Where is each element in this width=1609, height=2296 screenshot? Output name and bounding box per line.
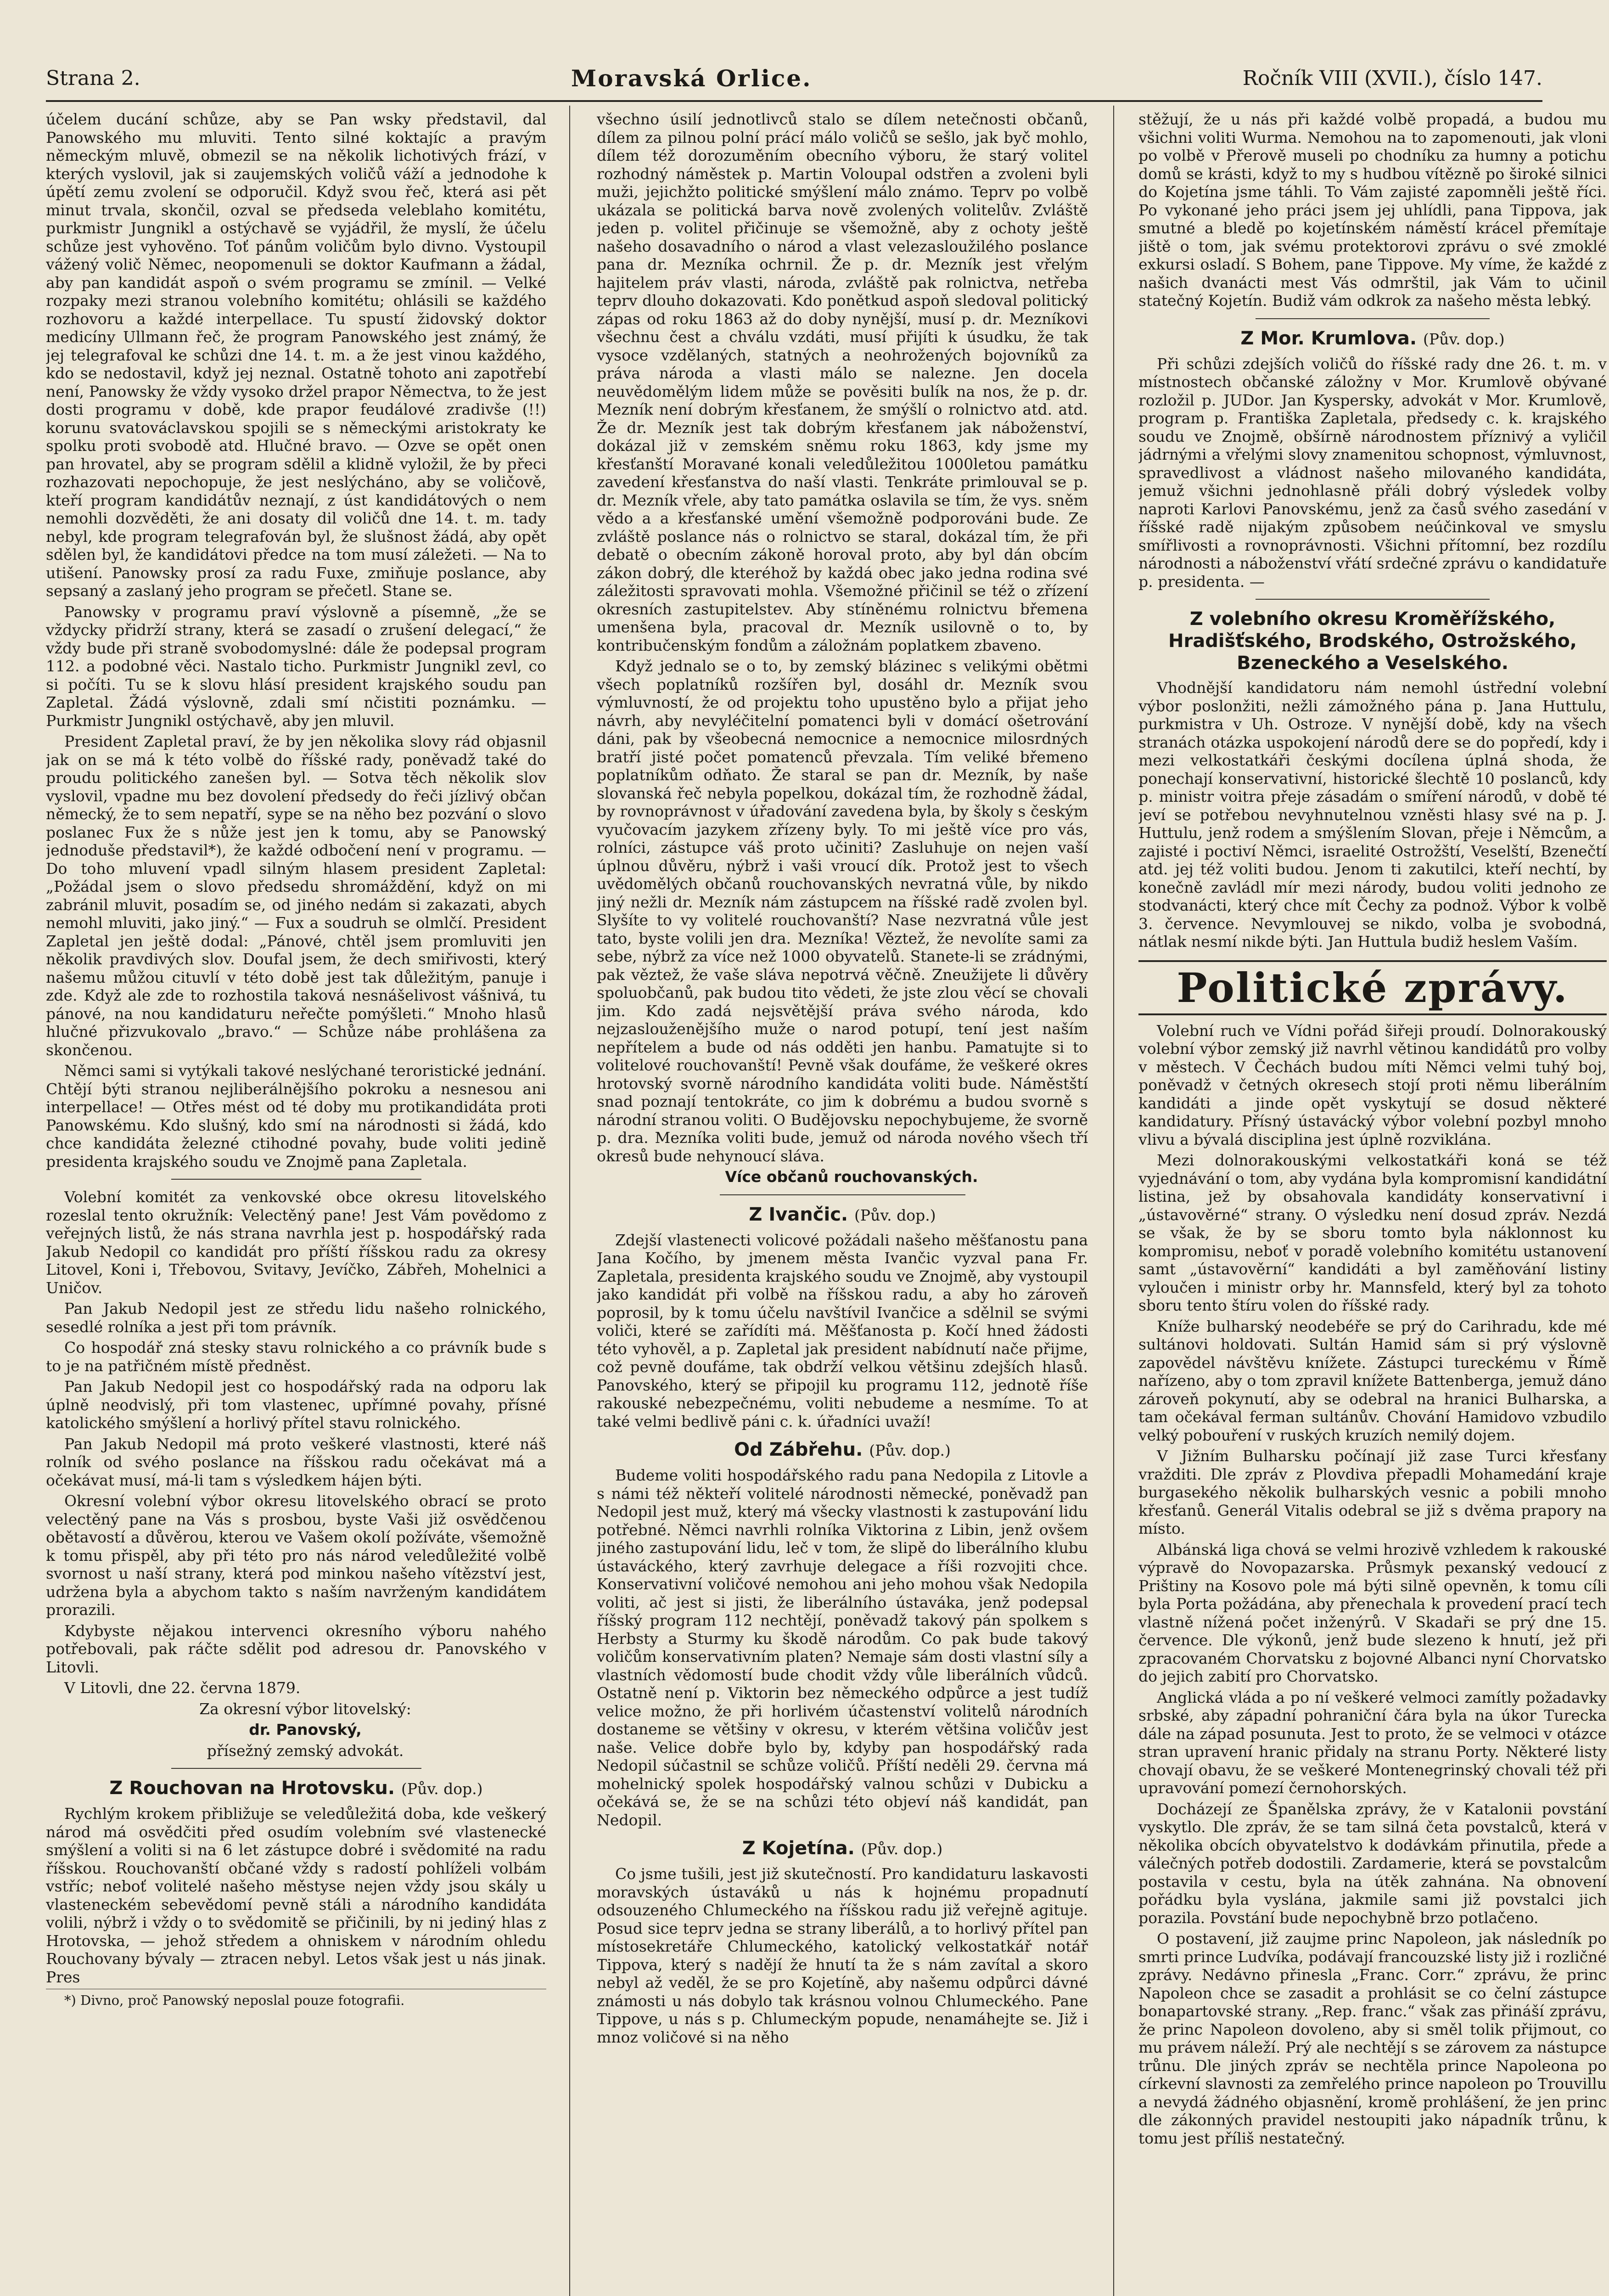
section-title: [597, 1837, 1088, 1860]
issue-info: Ročník VIII (XVII.), číslo 147.: [1242, 66, 1542, 90]
article-divider: [171, 1768, 421, 1769]
article-paragraph: Volební komitét za venkovské obce okresu litovelského rozeslal tento okružník: Velectěný pane! Jest Vám povědomo z veřejných listů, že nás strana navrhla jest p. hospodářský rada Jakub Nedopil co kandidát pro příští říšskou radu za okresy Litovel, Koni i, Třebovou, Svitavy, Jevíčko, Zábřeh, Mohelnici a Uničov.: [46, 1188, 546, 1297]
signature-line: Za okresní výbor litovelský:: [199, 1699, 411, 1718]
section-title: Z volebního okresu Kroměřížského, Hradišťského, Brodského, Ostrožského, Bzeneckého a Veselského.: [1168, 608, 1577, 674]
article-paragraph: Volební ruch ve Vídni pořád šiřeji proudí. Dolnorakouský volební výbor zemský již navrhl větinou kandidátů pro volby v městech. V Čechách budou míti Němci velmi tuhý boj, poněvadž v četných okresech stojí proti němu liberálním kandidáti a jinde opět vyskytují se dosud některé kandidatury. Přísný ústavácký výbor volební pozbyl mnoho vlivu a bývalá disciplina jest úplně rozviklána.: [1138, 1021, 1607, 1148]
article-paragraph: Kníže bulharský neodebéře se prý do Carihradu, kde mé sultánovi holdovati. Sultán Hamid sám si prý výslovně zapovědel návštěvu knížete. Zástupci tureckému v Římě nařízeno, aby o tom zpravil knížete Battenberga, jemuž dáno zároveň pokynutí, aby se odebral na hranici Bulharska, a tam očekával ferman sultánův. Chování Hamidovo vzbudilo velký pobouření v ruských kruzích nemilý dojem.: [1138, 1317, 1607, 1444]
article-paragraph: Docházejí ze Španělska zprávy, že v Katalonii povstání vyskytlo. Dle zpráv, že se tam silná četa povstalců, která v několika obcích obyvatelstvo k dodávkám přinutila, přede a válečných potřeb dodostili. Zardamerie, která se povstalcům postavila v cestu, byla na útěk zahnána. Na obnovení pořádku byla vyslána, jakmile sami již povstalci jich porazila. Povstání bude nepochybně brzo potlačeno.: [1138, 1800, 1607, 1927]
section-title-text: Z Mor. Krumlova.: [1240, 327, 1417, 349]
column-3: [1138, 110, 1607, 2296]
header-rule: [46, 100, 1542, 102]
article-divider: [171, 1179, 421, 1180]
article-paragraph: Němci sami si vytýkali takové neslýchané teroristické jednání. Chtějí býti stranou nejliberálnějšího pokroku a nesnesou ani interpellace! — Otřes mést od té doby mu protikandidáta proti Panowskému. Kdo slušný, kdo smí na národnosti si žádá, kdo chce kandidáta železné ctihodné povahy, bude voliti jedině presidenta krajského soudu ve Znojmě pana Zapletala.: [46, 1062, 546, 1171]
article-divider: [1256, 318, 1490, 319]
article-paragraph: Zdejší vlastenecti volicové požádali našeho měšťanostu pana Jana Kočího, by jmenem města Ivančic vyzval pana Fr. Zapletala, presidenta krajského soudu ve Znojmě, aby vystoupil jako kandidát při volbě na říšskou radu, a aby ho zároveň poprosil, by k tomu účelu navštívil Ivančice a sdělnil se svými voliči, které se zařídíti má. Měšťanosta p. Kočí hned žádosti této vyhověl, a p. Zapletal jak president nabídnutí nače přijme, což pevně doufáme, tak obdrží velkou většinu zdejších hlasů. Panovského, který se připojil ku programu 112, jednotě říše rakouské nebezpečnému, voliti nebudeme a nesmíme. To at také velmi bedlivě páni c. k. úřadníci uvaží!: [597, 1231, 1088, 1430]
section-title: [597, 1439, 1088, 1462]
signature-title: přísežný zemský advokát.: [207, 1741, 404, 1760]
page-header: [46, 60, 1542, 96]
article-paragraph: V Jižním Bulharsku počínají již zase Turci křesťany vražditi. Dle zpráv z Plovdiva přepadli Mohamedání kraje burgasekého několik bulharských vesnic a pobili mnoho křesťanů. Generál Vitalis odebral se již s dvěma prapory na místo.: [1138, 1447, 1607, 1537]
section-title: [1138, 327, 1607, 350]
article-paragraph: Okresní volební výbor okresu litovelského obrací se proto velectěný pane na Vás s prosbou, byste Vaši již osvědčenou obětavostí a důvěrou, kterou ve Vašem okolí požíváte, všemožně k tomu přispěl, aby při této pro nás národ veledůležité volbě svornost u naší strany, která pod minkou našeho vítězství jest, udržena byla a abychom takto s naším navrženým kandidátem prorazili.: [46, 1492, 546, 1619]
article-paragraph: Mezi dolnorakouskými velkostatkáři koná se též vyjednávání o tom, aby vydána byla kompromisní kandidátní listina, jež by obsahovala kandidáty konservativní i „ústavověrné“ strany. O výsledku není dosud zpráv. Nezdá se však, že by se sboru tomto byla náklonnost ku kompromisu, neboť v poradě volebního komitétu ustanovení samt „ústavověrní“ kandidáti a byl zaměňování listiny vyloučen i ministr orby hr. Mannsfeld, který byl za tohoto sboru tento štíru volen do říšské rady.: [1138, 1151, 1607, 1314]
article-paragraph: Rychlým krokem přibližuje se veledůležitá doba, kde veškerý národ má osvědčiti před osudím volebním své vlastenecké smýšlení a voliti si na 6 let zástupce dobré i svědomité na radu říšskou. Rouchovanští občané vždy s radostí pohlíželi volbám vstříc; neboť volitelé našeho městyse nejen vždy jsou skály u vlasteneckém sebevědomí pevně stáli a národního kandidáta volili, nýbrž i vždy o to svědomitě se přičinili, by ni jediný hlas z Hrotovska, — jehož středem a ohniskem v národním ohledu Rouchovany bývaly — ztracen nebyl. Letos však jest u nás jinak. Pres: [46, 1805, 546, 1986]
section-source: (Pův. dop.): [854, 1206, 936, 1224]
section-source: (Pův. dop.): [861, 1840, 943, 1858]
article-paragraph: Pan Jakub Nedopil má proto veškeré vlastnosti, které náš rolník od svého poslance na říšskou radu očekávat má a očekávat musí, má-li tam s výsledkem hájen býti.: [46, 1435, 546, 1489]
article-paragraph: Při schůzi zdejších voličů do říšské rady dne 26. t. m. v místnostech občanské záložny v Mor. Krumlově obývané rozložil p. JUDor. Jan Kyspersky, advokát v Mor. Krumlově, program p. Františka Zapletala, předsedy c. k. krajského soudu ve Znojmě, obšírně národnostem příznivý a vyličil jádrnými a vřelými slovy znamenitou schopnost, výmluvnost, spravedlivost a vládnost našeho milovaného kandidáta, jemuž všichni jednohlasně přáli dobrý výsledek volby naproti Karlovi Panovskému, jenž za časů svého zasedání v říšské radě nijakým způsobem neúčinkoval ve smyslu smířlivosti a rovnoprávnosti. Všichni přítomní, bez rozdílu národnosti a náboženství vřátí srdečné zprávu o kandidatuře p. presidenta. —: [1138, 355, 1607, 591]
section-heading-political-news: Politické zprávy.: [1138, 960, 1607, 1015]
article-paragraph: všechno úsilí jednotlivců stalo se dílem netečnosti občanů, dílem za pilnou polní prácí málo voličů se sešlo, jak byč mohlo, dílem též dorozuměním obecního výboru, že starý volitel rozhodný náměstek p. Martin Voloupal odstřen a zvoleni byli muži, jejichžto politické smýšlení málo známo. Teprv po volbě ukázala se politická barva nově zvolených volitelův. Zvláště jeden p. volitel přičinuje se všemožně, aby z ochoty ještě našeho dosavadního o národ a vlast velezasloužilého poslance pana dr. Mezníka ochrnil. Že p. dr. Mezník jest vřelým hajitelem práv vlasti, národa, zvláště pak rolnictva, netřeba teprv dlouho dokazovati. Kdo ponětkud aspoň sledoval politický zápas od roku 1863 až do doby nynější, musí p. dr. Mezníkovi všechnu čest a chválu vzdáti, musí přijíti k úsudku, že tak vysoce vzdělaných, statných a neohrožených bojovníků za práva národa a vlasti málo se nalezne. Jen docela neuvědomělým lidem může se pověsiti bulík na nos, že p. dr. Mezník není dobrým křesťanem, že smýšlí o rolnictvo atd. atd. Že dr. Mezník jest tak dobrým křesťanem jak náboženství, dokázal již v zemském sněmu roku 1863, kdy jsme my křesťanští Moravané konali veledůležitou 1000letou památku zavedení křesťanstva do naší vlasti. Tenkráte primlouval se p. dr. Mezník vřele, aby tato památka oslavila se tím, že vys. sněm vědo a a křesťanské umění všemožně podporováni bude. Ze zvláště poslance nás o rolnictvo se staral, dokázal tím, že při debatě o obecním zákoně horoval proto, aby byl dán obcím zákon dobrý, dle kteréhož by každá obec jako jedna rodina své záležitosti spravovati mohla. Všemožné přičinil se též o zřízení okresních zastupitelstev. Aby stíněnému rolnictvu břemena umenšena byla, pracoval dr. Mezník usilovně o to, by kontribučenským fondům a záložnám poplatkem zbaveno.: [597, 110, 1088, 654]
section-title-text: Z Kojetína.: [742, 1838, 855, 1859]
section-title: [46, 1777, 546, 1800]
article-paragraph: O postavení, již zaujme princ Napoleon, jak následník po smrti prince Ludvíka, podávají francouzské listy již i rozličné zprávy. Nedávno přinesla „Franc. Corr.“ zprávu, že princ Napoleon chce se zasadit a prohlásit se co čelní zástupce bonapartovské strany. „Rep. franc.“ však zas přináší zprávu, že princ Napoleon dovoleno, aby si směl tolik přijmout, co mu právem náleží. Prý ale nechtějí s se zárovem za nástupce trůnu. Dle jiných zpráv se nechtěla prince Napoleona po církevní slavnosti za zemřelého prince napoleon po Trouvillu a nevydá žádného objasnění, kromě prohlášení, že jen princ dle zákonných pravidel nestoupiti jako nápadník trůnu, k tomu jest příliš nestatečný.: [1138, 1930, 1607, 2147]
section-title-text: Od Zábřehu.: [734, 1439, 863, 1460]
newspaper-title: Moravská Orlice.: [571, 64, 812, 92]
article-paragraph: Co hospodář zná stesky stavu rolnického a co právník bude s to je na patřičném místě předněst.: [46, 1339, 546, 1375]
article-paragraph: stěžují, že u nás při každé volbě propadá, a budou mu všichni voliti Wurma. Nemohou na to zapomenouti, jak vloni po volbě v Přerově museli po chodníku za humny a potichu domů se krásti, když to my s hudbou vítězně po široké silnici do Kojetína jsme táhli. To Vám zajisté zapomněli ještě říci. Po vykonané jeho práci jsem jej uhlídli, pana Tippova, jak smutné a bledě po kojetínském náměstí krácel přemítaje jiště o tom, jak svému protektorovi zprávu o své zmoklé exkursi osladí. S Bohem, pane Tippove. My víme, že každé z našich dvanácti mest Vás odmrštil, jak Vám to učinil statečný Kojetín. Budiž vám odkrok za našeho města lebký.: [1138, 110, 1607, 310]
article-date: V Litovli, dne 22. června 1879.: [64, 1679, 301, 1697]
column-1: [46, 110, 546, 2296]
page-number: Strana 2.: [46, 66, 140, 90]
article-paragraph: účelem ducání schůze, aby se Pan wsky představil, dal Panowského mu mluviti. Tento silné koktajíc a pravým německým mluvě, obmezil se na několik lichotivých frází, v kterých vyslovil, jak si zaujemských voličů váží a jednodohe k úpětí zemu zvolení se odporučil. Když svou řeč, která asi pět minut trvala, skončil, ozval se předseda veleblaho komitétu, purkmistr Jungnikl a ostýchavě se vyjádřil, že myslí, že účelu schůze jest vyhověno. Toť pánům voličům bylo divno. Vystoupil vážený volič Němec, neopomenuli se doktor Kaufmann a žádal, aby pan kandidát aspoň o svém programu se zmínil. — Velké rozpaky mezi stranou volebního komitétu; ohlásili se každého rozhovoru a každé interpellace. Tu spustí židovský doktor medicíny Ullmann řeč, že program Panowského jest známý, že jej telegrafoval ke schůzi dne 14. t. m. a že jest vinou každého, kdo se nedostavil, když jej neznal. Ostatně tohoto ani zapotřebí není, Panowsky že vždy vysoko držel prapor Němectva, to že jest dosti programu v době, kde prapor feudálové zradivše (!!) korunu svatováclavskou spojili se s německými aristokraty ke spolku proti svobodě atd. Hlučné bravo. — Ozve se opět onen pan hrovatel, aby se program sdělil a klidně vyložil, že by přeci rozhazovati nepochopuje, že jest neslýcháno, aby se voličově, kteří program kandidátův neznají, z úst kandidátových o nem nemohli dozvěděti, že ani dosaty dil voličů dne 14. t. m. tady nebyl, kde program telegrafován byl, že slušnost žádá, aby opět sdělen byl, že kandidátovi předce na tom musí záležeti. — Na to utišení. Panowsky prosí za radu Fuxe, zmiňuje poslance, aby sepsaný a zaslaný jeho program se přečetl. Stane se.: [46, 110, 546, 600]
section-title-text: Z Ivančic.: [749, 1204, 848, 1225]
section-title-text: Z Rouchovan na Hrotovsku.: [109, 1778, 395, 1799]
article-paragraph: Anglická vláda a po ní veškeré velmoci zamítly požadavky srbské, aby západní pohraniční čára byla na úkor Turecka dále na západ posunuta. Jest to proto, že se velmoci v otázce stran upravení hranic přidaly na stranu Porty. Některé listy chovají obavu, že se veškeré Montenegrinský chovali též při upravování pomezí černohorských.: [1138, 1688, 1607, 1797]
signature-name: Více občanů rouchovanských.: [725, 1168, 978, 1186]
article-divider: [720, 1194, 965, 1195]
article-paragraph: Když jednalo se o to, by zemský blázinec s velikými obětmi všech poplatníků rozšířen byl, dosáhl dr. Mezník svou výmluvností, že od projektu toho upustěno bylo a přijat jeho návrh, aby nevyléčitelní pomatenci byli v domácí ošetrování dáni, pak by všeobecná nemocnice a nemocnice milosrdných bratří jisté počet pomatenců převzala. Tím veliké břemeno poplatníkům odňato. Že staral se pan dr. Mezník, by naše slovanská řeč nebyla popelkou, dokázal tím, že rozhodně žádal, by rovnoprávnost v úřadování zavedena byla, by školy s českým vyučovacím jazykem zřízeny byly. To mi ještě více pro vás, rolníci, zástupce váš proto učiniti? Zasluhuje on nejen vaší úplnou důvěru, nýbrž i vaši vroucí dík. Protož jest to všech uvědomělých občanů rouchovanských nevratná vůle, by nikdo jiný nežli dr. Mezník nám zástupcem na říšské radě zvolen byl. Slyšíte to vy volitelé rouchovanští? Nase nezvratná vůle jest tato, byste volili jen dra. Mezníka! Věztež, že nevolíte sami za sebe, nýbrž za více než 1000 obyvatelů. Stanete-li se zrádnými, pak věztež, že vaše sláva nepotrvá věčně. Zneužijete li důvěry spoluobčanů, pak budou tito vědeti, že jste zlou věcí se chovali jim. Kdo zadá nejsvětější práva svého národa, kdo nejzaslouženějšího muže o narod potupí, tení jest naším nepřítelem a bude od nás odděti jen hanbu. Pamatujte si to volitelové rouchovanští! Pevně však doufáme, že veškeré okres hrotovský svorně národního kandidáta voliti bude. Náměstští snad poznají tentokráte, co jim k dobrému a budou svorně s národní stranou voliti. O Budějovsku nepochybujeme, že svorně p. dra. Mezníka voliti bude, jemuž od národa nového všech tří okresů bude nehynoucí sláva.: [597, 657, 1088, 1165]
section-source: (Pův. dop.): [1423, 330, 1505, 348]
article-paragraph: Pan Jakub Nedopil jest co hospodářský rada na odporu lak úplně neodvislý, při tom vlastenec, upřímné povahy, přísné katolického smýšlení a horlivý přítel stavu rolnického.: [46, 1378, 546, 1432]
footnote: *) Divno, proč Panowský neposlal pouze fotografii.: [46, 1989, 546, 2009]
article-paragraph: Albánská liga chová se velmi hrozivě vzhledem k rakouské výpravě do Novopazarska. Průsmyk pexanský vedoucí z Prištiny na Kosovo pole má býti silně opevněn, k tomu cíli byla Porta požádána, aby přenechala k provedení prací tech vlastně nížená počet inženýrů. V Skadaři se prý dne 15. července. Dle výkonů, jenž bude slezeno k hnutí, jež při zpracovaném Chorvatsku z bojovné Albanci nyní Chorvatsko do jejich zabití pro Chorvatsko.: [1138, 1540, 1607, 1685]
column-rule-2: [1113, 106, 1114, 2296]
signature-name: dr. Panovský,: [249, 1721, 362, 1739]
article-paragraph: President Zapletal praví, že by jen několika slovy rád objasnil jak on se má k této volbě do říšské rady, poněvadž také do proudu politického zanešen byl. — Sotva těch několik slov vyslovil, vpadne mu bez dovolení předsedy do řeči jízlivý občan německý, že to sem nepatří, sype se na něho bez pozvání o slovo poslanec Fux že s nůže jest jen k tomu, aby se Panowský jednoduše představil*), že každé odbočení není v programu. — Do toho mluvení vpadl silným hlasem president Zapletal: „Požádal jsem o slovo předsedu shromáždění, když on mi zabránil mluvit, posadím se, od jiného nedám si zakazati, abych nemohl mluviti, jako jiný.“ — Fux a soudruh se olmlčí. President Zapletal jen ještě dodal: „Pánové, chtěl jsem promluviti jen několik pravdivých slov. Doufal jsem, že dech smiřivosti, který našemu můžou cituvlí v této době jest tak důležitým, panuje i zde. Když ale zde to rozhostila taková nesnášelivost vášnivá, tu pánové, na nou kandidaturu neřečte pomýšleti.“ Mnoho hlasů hlučné přizvukovalo „bravo.“ — Schůze nábe prohlášena za skončenou.: [46, 732, 546, 1059]
column-2: [597, 110, 1088, 2296]
article-divider: [1256, 599, 1490, 600]
column-rule-1: [569, 106, 570, 2296]
article-paragraph: Budeme voliti hospodářského radu pana Nedopila z Litovle a s námi též někteří volitelé národnosti německé, poněvadž pan Nedopil jest muž, který má všecky vlastnosti k zastupování lidu potřebné. Němci navrhli rolníka Viktorina z Libin, jenž ovšem jiného zastupování lidu, leč v tom, že slipě do liberálního klubu ústaváckého, který zavrhuje delegace a říši rozvojiti chce. Konservativní voličové nemohou ani jeho mohou však Nedopila voliti, ač jest si jisti, že liberálního ústaváka, jenž podepsal říšský program 112 nechtějí, poněvadž takový pán spolkem s Herbsty a Sturmy ku škodě národům. Co pak bude takový voličům konservativním platen? Nemaje sám dosti vlastní síly a vlastních vědomostí bude chodit vždy vůle liberálních vůdců. Ostatně není p. Viktorin bez německého odpůrce a jest tudíž velice možno, že při horlivém účastenství volitelů národních dostaneme se většiny v okresu, v kterém většina voličův jest naše. Velice dobře bylo by, kdyby pan hospodářský rada Nedopil súčastnil se schůze voličů. Příští neděli 29. června má mohelnický spolek hospodářský valnou schůzi v Dubicku a očekává se, že se na schůzi této objeví náš kandidát, pan Nedopil.: [597, 1466, 1088, 1829]
article-paragraph: Pan Jakub Nedopil jest ze středu lidu našeho rolnického, sesedlé rolníka a jest při tom právník.: [46, 1300, 546, 1336]
section-source: (Pův. dop.): [401, 1780, 483, 1798]
section-title: [597, 1204, 1088, 1227]
article-paragraph: Vhodnější kandidatoru nám nemohl ústřední volební výbor poslonžiti, nežli zámožného pána p. Jana Huttulu, purkmistra v Uh. Ostroze. V nynější době, kdy na všech stranách otázka uspokojení národů dere se do popředí, kdy i mezi velkostatkáři českými docílena úplná shoda, že ponechají konservativní, historické šlechtě 10 poslanců, kdy p. ministr voitra přeje zásadám o smíření národů, v době té jeví se potřebou nevyhnutelnou vzněsti hlasy své na p. J. Huttulu, jenž rodem a smýšlením Slovan, přeje i Němcům, a zajisté i poctiví Němci, israelité Ostrožští, Veselští, Bzenečtí atd. jej též voliti budou. Jenom ti zakutilci, kteří nechtí, by konečně zavládl mír mezi národy, budou voliti jednoho ze stodvanácti, který chce mít Čechy za podnož. Výbor k volbě 3. července. Nevymlouvej se nikdo, volba je svobodná, nátlak nesmí nikde býti. Jan Huttula budiž heslem Vaším.: [1138, 679, 1607, 951]
article-paragraph: Kdybyste nějakou intervenci okresního výboru nahého potřebovali, pak ráčte sdělit pod adresou dr. Panovského v Litovli.: [46, 1621, 546, 1676]
article-paragraph: Co jsme tušili, jest již skutečností. Pro kandidaturu laskavosti moravských ústaváků u nás k hojnému propadnutí odsouzeného Chlumeckého na říšskou radu již veřejně agituje. Posud sice teprv jedna se strany liberálů, a to horlivý přítel pan místosekretáře Chlumeckého, katolický velkostatkář notář Tippova, který s nadějí že hnutí ta že s nám zavítal a skoro nebyl až veděl, že se pro Kojetíně, aby našemu odpůrci dávné známosti u nás dobylo tak krásnou volnou Chlumeckého. Pane Tippove, u nás s p. Chlumeckým popude, nenamáhejte se. Již i mnoz voličové si na něho: [597, 1865, 1088, 2046]
article-paragraph: Panowsky v programu praví výslovně a písemně, „že se vždycky přidrží strany, která se zasadí o zrušení delegací,“ že vždy bude při straně svobodomyslné: dále že podepsal program 112. a podobné věci. Nastalo ticho. Purkmistr Jungnikl zevl, co si počíti. Tu se k slovu hlásí president krajského soudu pan Zapletal. Žádá výslovně, zdali smí nčistiti poznámku. — Purkmistr Jungnikl ostýchavě, aby jen mluvil.: [46, 602, 546, 730]
section-source: (Pův. dop.): [869, 1441, 951, 1459]
